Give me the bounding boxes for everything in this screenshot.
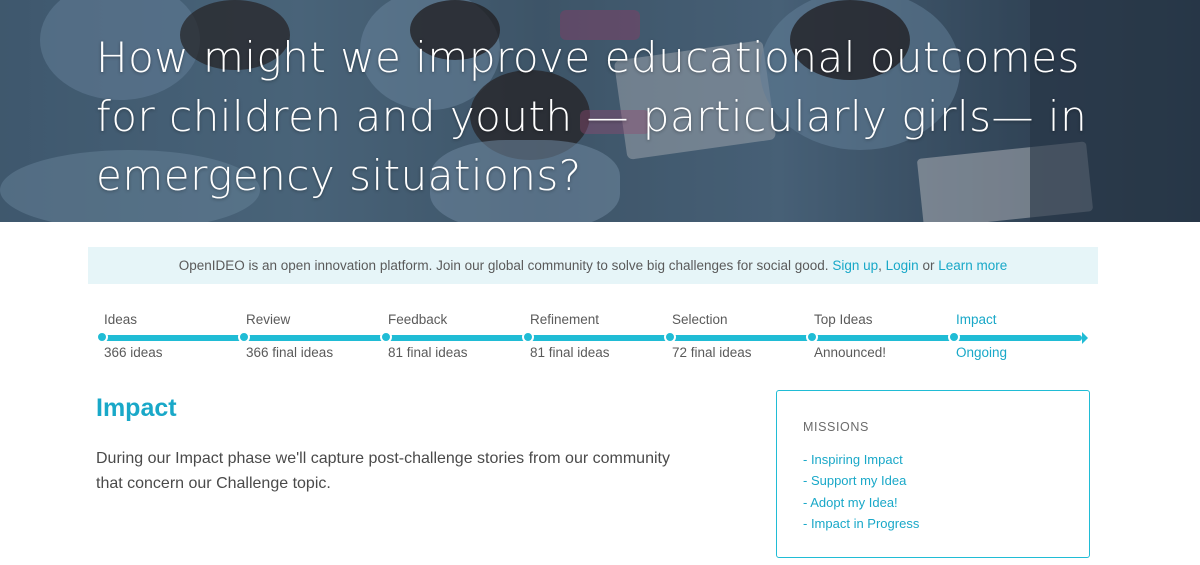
info-banner: [88, 247, 1098, 284]
stage-label: Review: [246, 312, 291, 327]
missions-title: MISSIONS: [803, 420, 869, 434]
stage-dot-icon: [96, 331, 108, 343]
stage-label: Selection: [672, 312, 728, 327]
hero-banner: [0, 0, 1200, 222]
impact-description: During our Impact phase we'll capture post-challenge stories from our community that concern our Challenge topic.: [96, 450, 670, 492]
mission-link-impact-in-progress[interactable]: - Impact in Progress: [803, 515, 920, 531]
stage-label: Feedback: [388, 312, 448, 327]
mission-link-inspiring-impact[interactable]: - Inspiring Impact: [803, 452, 903, 467]
stage-label: Impact: [956, 312, 997, 327]
challenge-question: How might we improve educational outcomes for children and youth — particularly girls— in emergency situations?: [96, 33, 1088, 200]
stage-dot-icon: [238, 331, 250, 343]
stage-dot-icon: [664, 331, 676, 343]
banner-text: OpenIDEO is an open innovation platform. Join our global community to solve big challenges for social good.: [178, 258, 829, 273]
stage-dot-icon: [948, 331, 960, 343]
stage-label: Ideas: [104, 312, 138, 327]
impact-heading: Impact: [96, 394, 177, 422]
stage-dot-icon: [806, 331, 818, 343]
stage-count: 81 final ideas: [530, 345, 610, 360]
stage-count: Announced!: [814, 345, 887, 360]
missions-list: [803, 449, 919, 534]
mission-link-support-my-idea[interactable]: - Support my Idea: [803, 473, 907, 489]
stage-dot-icon: [522, 331, 534, 343]
timeline-arrow-icon: [1082, 332, 1088, 344]
missions-panel: [776, 390, 1090, 558]
banner-comma: ,: [878, 258, 882, 273]
challenge-timeline: [96, 310, 1096, 370]
stage-label: Refinement: [530, 312, 600, 327]
banner-or-text: or: [922, 258, 935, 273]
learn-more-link[interactable]: Learn more: [938, 258, 1008, 273]
stage-count: 366 ideas: [104, 345, 163, 360]
stage-count: 81 final ideas: [388, 345, 468, 360]
signup-link[interactable]: Sign up: [832, 258, 879, 273]
stage-label: Top Ideas: [814, 312, 873, 327]
stage-count: Ongoing: [956, 345, 1008, 360]
stage-count: 366 final ideas: [246, 345, 334, 360]
mission-link-adopt-my-idea[interactable]: - Adopt my Idea!: [803, 494, 898, 510]
stage-count: 72 final ideas: [672, 345, 752, 360]
login-link[interactable]: Login: [885, 258, 919, 273]
stage-dot-icon: [380, 331, 392, 343]
